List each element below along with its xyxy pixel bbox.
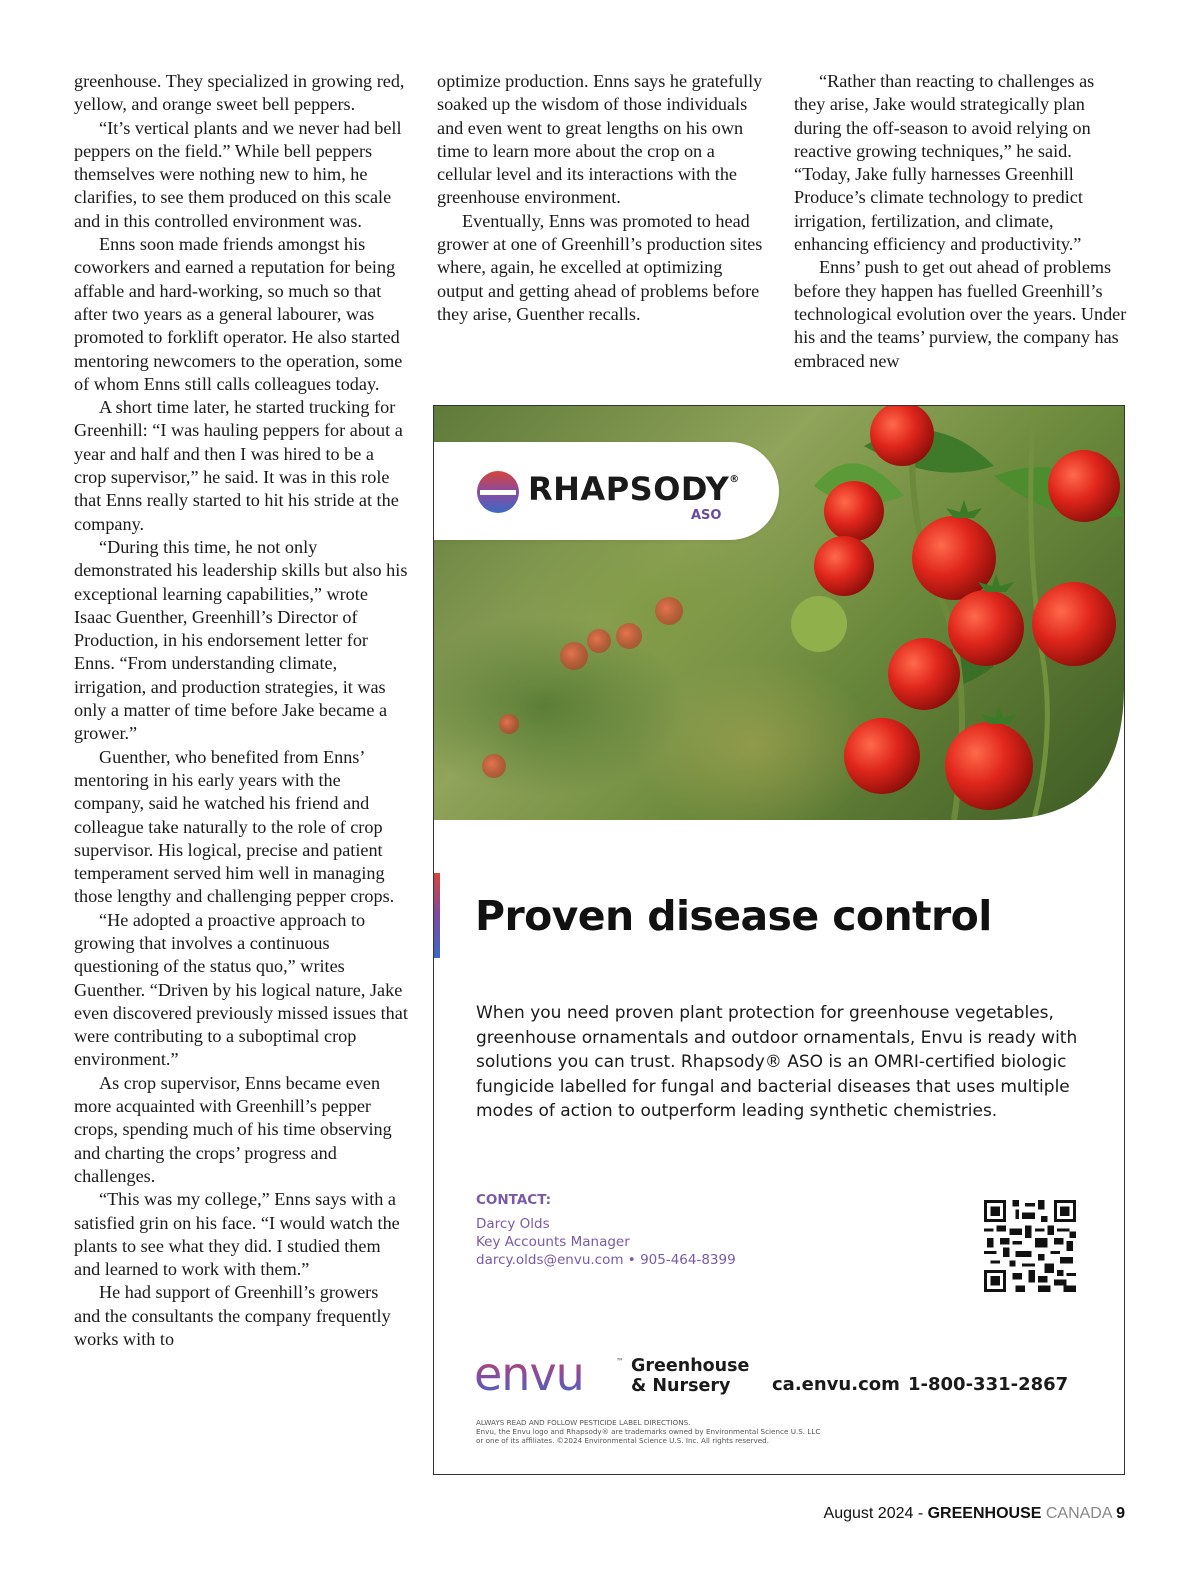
paragraph: Enns soon made friends amongst his coworkers and earned a reputation for being affable and hard-working, so much so that after two years as a general labourer, was promoted to forklift operator. He also started mentoring newcomers to the operation, some of whom Enns still calls colleagues today. — [74, 234, 403, 394]
accent-bar — [434, 873, 440, 958]
legal-text — [476, 1418, 856, 1445]
division-line-1: Greenhouse — [631, 1356, 750, 1376]
envu-trademark: ™ — [616, 1357, 624, 1366]
paragraph: A short time later, he started trucking for Greenhill: “I was hauling peppers for about a year and half and then I was hired to be a crop supervisor,” he said. It was in this role that Enns really started to hit his stride at the company. — [74, 397, 403, 534]
division-line-2: & Nursery — [631, 1376, 731, 1396]
page-number: 9 — [1116, 1505, 1125, 1522]
article-column-3 — [794, 70, 1129, 373]
qr-code-icon[interactable] — [984, 1200, 1076, 1292]
paragraph: He had support of Greenhill’s growers and the consultants the company frequently works with to — [74, 1282, 391, 1350]
legal-line: ALWAYS READ AND FOLLOW PESTICIDE LABEL DIRECTIONS. — [476, 1418, 691, 1427]
paragraph: optimize production. Enns says he gratefully soaked up the wisdom of those individuals and even went to great lengths on his own time to learn more about the crop on a cellular level and its interactions with the greenhouse environment. — [437, 71, 763, 208]
paragraph: greenhouse. They specialized in growing red, yellow, and orange sweet bell peppers. — [74, 71, 405, 115]
paragraph: “It’s vertical plants and we never had bell peppers on the field.” While bell peppers themselves were nothing new to him, he clarifies, to see them produced on this scale and in this controlled environment was. — [74, 117, 402, 231]
paragraph: “During this time, he not only demonstrated his leadership skills but also his exceptional learning capabilities,” wrote Isaac Guenther, Greenhill’s Director of Production, in his endorsement letter for Enns. “From understanding climate, irrigation, and production strategies, it was only a matter of time before Jake became a grower.” — [74, 536, 408, 744]
paragraph: “This was my college,” Enns says with a satisfied grin on his face. “I would watch the plants to see what they did. I studied them and learned to work with them.” — [74, 1189, 400, 1280]
aso-label: ASO — [691, 508, 722, 523]
issue-date: August 2024 - — [823, 1505, 928, 1522]
ad-headline: Proven disease control — [475, 892, 992, 940]
publication-name-light: CANADA — [1041, 1505, 1117, 1522]
article-column-2 — [437, 70, 772, 326]
legal-line: or one of its affiliates. ©2024 Environmental Science U.S. Inc. All rights reserved. — [476, 1436, 769, 1445]
ad-body-text: When you need proven plant protection for greenhouse vegetables, greenhouse ornamentals and outdoor ornamentals, Envu is ready with solutions you can trust. Rhapsody® ASO is an OMRI-certified biologic fungicide labelled for fungal and bacterial diseases that uses multiple modes of action to outperform leading synthetic chemistries. — [476, 1003, 1078, 1121]
rhapsody-advertisement — [433, 405, 1125, 1475]
paragraph: Enns’ push to get out ahead of problems before they happen has fuelled Greenhill’s technological evolution over the years. Under his and the teams’ purview, the company has embraced new — [794, 257, 1127, 371]
page-footer — [824, 1505, 1125, 1523]
article-column-1 — [74, 70, 409, 1351]
publication-name-bold: GREENHOUSE — [927, 1505, 1042, 1522]
paragraph: As crop supervisor, Enns became even more acquainted with Greenhill’s pepper crops, spending much of his time observing and charting the crops’ progress and challenges. — [74, 1072, 392, 1186]
paragraph: “He adopted a proactive approach to growing that involves a continuous questioning of the status quo,” writes Guenther. “Driven by his logical nature, Jake even discovered previously missed issues that were contributing to a suboptimal crop environment.” — [74, 909, 408, 1070]
rhapsody-logo-pill — [434, 442, 779, 540]
contact-title: Key Accounts Manager — [476, 1234, 630, 1250]
envu-wordmark: envu — [474, 1356, 584, 1394]
contact-email-phone[interactable]: darcy.olds@envu.com • 905-464-8399 — [476, 1252, 736, 1268]
legal-line: Envu, the Envu logo and Rhapsody® are trademarks owned by Environmental Science U.S. LLC — [476, 1427, 821, 1436]
phone-number[interactable]: 1-800-331-2867 — [908, 1374, 1069, 1395]
paragraph: “Rather than reacting to challenges as they arise, Jake would strategically plan during the off-season to avoid relying on reactive growing techniques,” he said. “Today, Jake fully harnesses Greenhill Produce’s climate technology to predict irrigation, fertilization, and climate, enhancing efficiency and productivity.” — [794, 71, 1095, 255]
contact-name: Darcy Olds — [476, 1216, 550, 1232]
contact-label: CONTACT: — [476, 1192, 552, 1208]
rhapsody-wordmark: RHAPSODY® — [528, 470, 740, 508]
envu-logo[interactable] — [474, 1356, 614, 1394]
paragraph: Eventually, Enns was promoted to head grower at one of Greenhill’s production sites where, again, he excelled at optimizing output and getting ahead of problems before they arise, Guenther recalls. — [437, 210, 763, 324]
tomato-photo — [434, 406, 1124, 820]
website-link[interactable]: ca.envu.com — [772, 1374, 900, 1395]
rhapsody-mark-icon — [476, 470, 520, 514]
paragraph: Guenther, who benefited from Enns’ mentoring in his early years with the company, said he watched his friend and colleague take naturally to the role of crop supervisor. His logical, precise and patient temperament served him well in managing those lengthy and challenging pepper crops. — [74, 746, 395, 907]
